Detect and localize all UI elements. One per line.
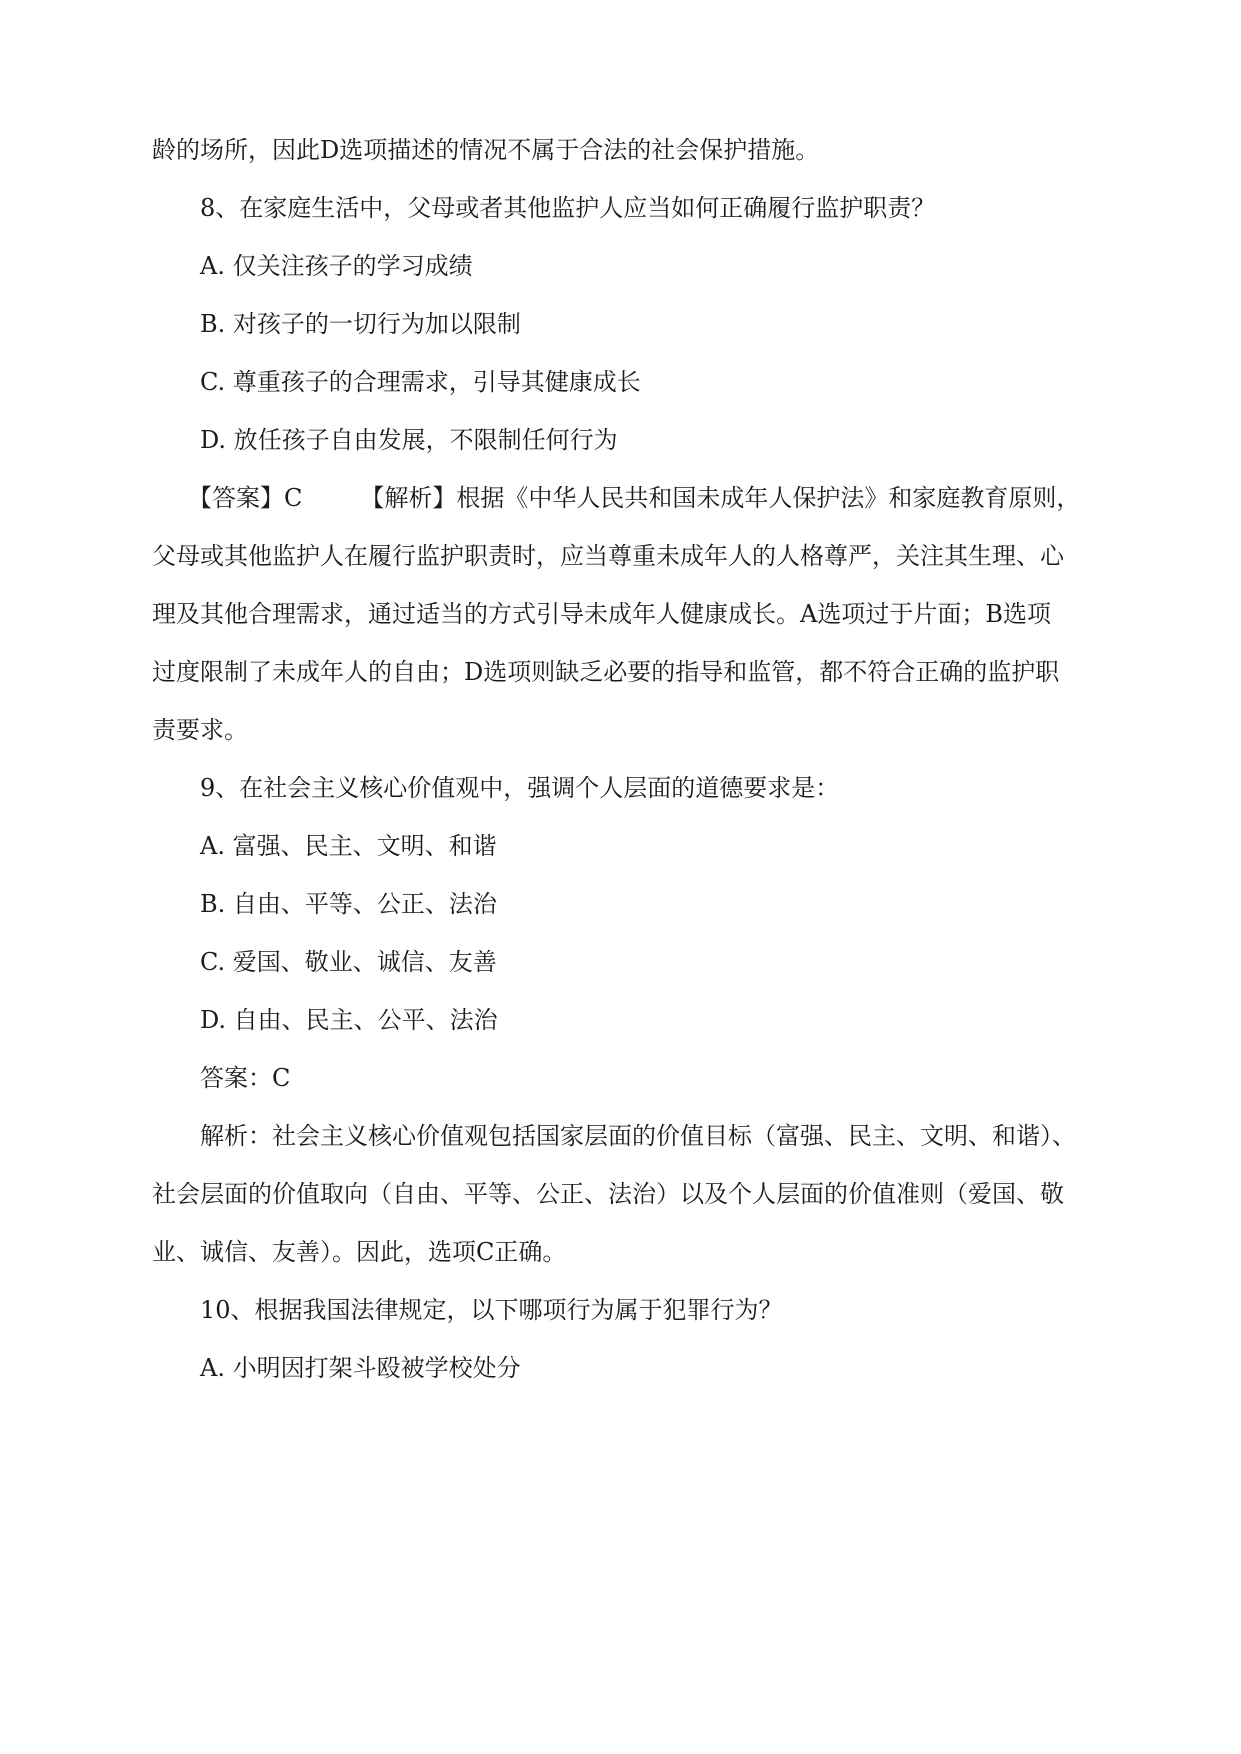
question-9-option-b: B. 自由、平等、公正、法治 (200, 890, 497, 918)
question-9-analysis-line: 业、诚信、友善）。因此，选项C正确。 (152, 1238, 567, 1266)
question-8-analysis-line: 理及其他合理需求，通过适当的方式引导未成年人健康成长。A选项过于片面；B选项 (152, 600, 1051, 628)
question-10: 10、根据我国法律规定，以下哪项行为属于犯罪行为？ (200, 1296, 783, 1324)
question-9-analysis-line: 解析：社会主义核心价值观包括国家层面的价值目标（富强、民主、文明、和谐）、 (200, 1122, 1076, 1150)
question-9-analysis-line: 社会层面的价值取向（自由、平等、公正、法治）以及个人层面的价值准则（爱国、敬 (152, 1180, 1064, 1208)
question-8-analysis-line: 父母或其他监护人在履行监护职责时，应当尊重未成年人的人格尊严，关注其生理、心 (152, 542, 1064, 570)
question-8-option-b: B. 对孩子的一切行为加以限制 (200, 310, 521, 338)
question-9: 9、在社会主义核心价值观中，强调个人层面的道德要求是： (200, 774, 840, 802)
question-9-option-c: C. 爱国、敬业、诚信、友善 (200, 948, 497, 976)
question-8-option-d: D. 放任孩子自由发展，不限制任何行为 (200, 426, 618, 454)
question-9-option-a: A. 富强、民主、文明、和谐 (200, 832, 497, 860)
question-8-option-a: A. 仅关注孩子的学习成绩 (200, 252, 473, 280)
text-line-continuation: 龄的场所，因此D选项描述的情况不属于合法的社会保护措施。 (152, 136, 820, 164)
question-8-analysis-line: 过度限制了未成年人的自由；D选项则缺乏必要的指导和监管，都不符合正确的监护职 (152, 658, 1060, 686)
question-9-answer: 答案：C (200, 1064, 291, 1092)
question-8-option-c: C. 尊重孩子的合理需求，引导其健康成长 (200, 368, 641, 396)
question-8-analysis-line: 责要求。 (152, 716, 248, 744)
question-9-option-d: D. 自由、民主、公平、法治 (200, 1006, 498, 1034)
question-8-analysis-start: 【解析】根据《中华人民共和国未成年人保护法》和家庭教育原则， (360, 484, 1081, 512)
question-8-answer-row (188, 483, 1080, 513)
question-8-answer: 【答案】C (188, 484, 303, 512)
question-8: 8、在家庭生活中，父母或者其他监护人应当如何正确履行监护职责？ (200, 194, 936, 222)
question-10-option-a: A. 小明因打架斗殴被学校处分 (200, 1354, 521, 1382)
